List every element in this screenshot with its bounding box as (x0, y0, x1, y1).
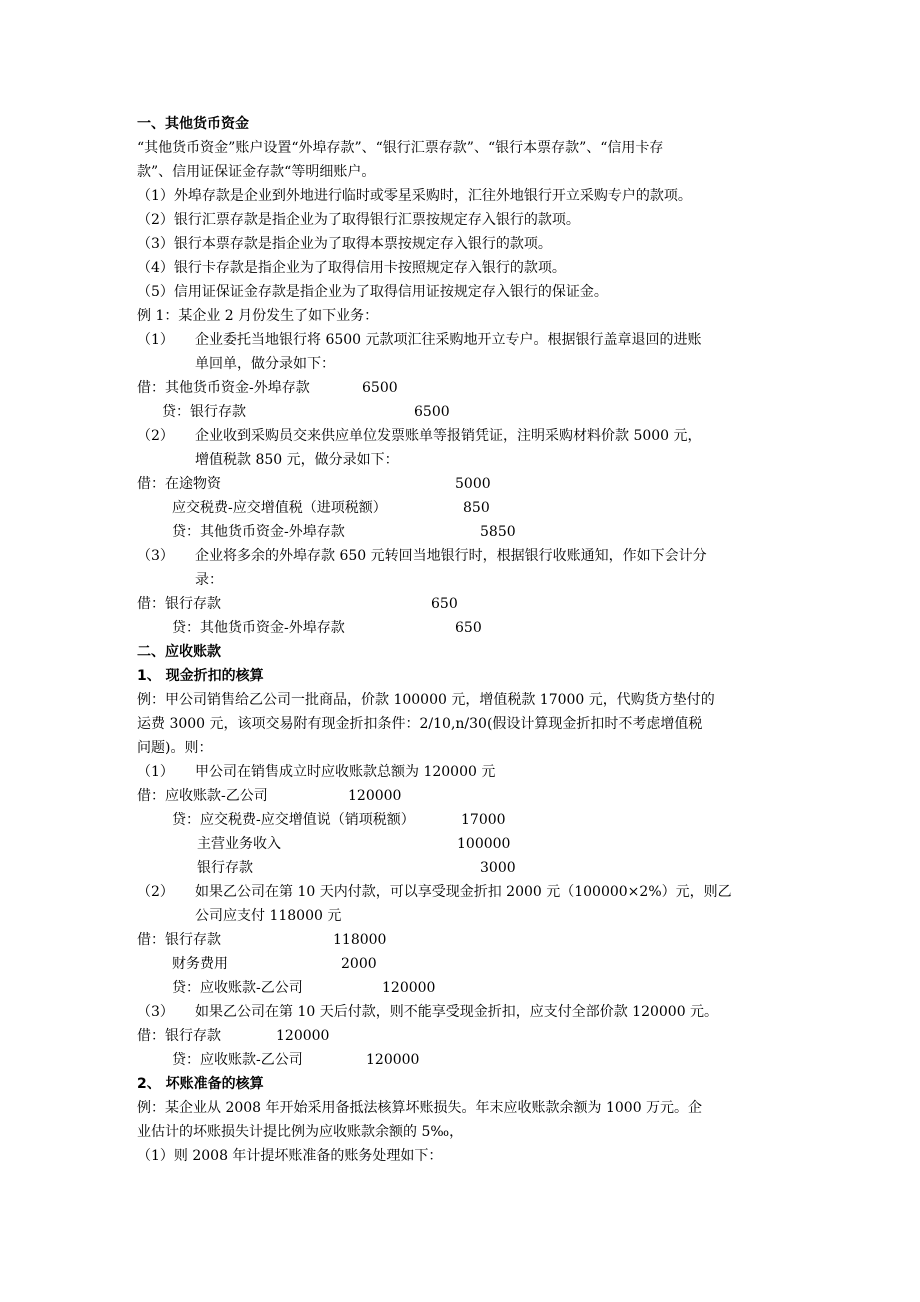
paragraph-line: 款”、信用证保证金存款“等明细账户。 (137, 164, 376, 180)
entry-description: 单回单，做分录如下： (195, 356, 335, 372)
debit-amount: 2000 (341, 956, 377, 972)
entry-description: 录： (195, 572, 223, 588)
debit-amount: 120000 (348, 788, 402, 804)
debit-amount: 120000 (276, 1028, 330, 1044)
list-item: （2）银行汇票存款是指企业为了取得银行汇票按规定存入银行的款项。 (137, 212, 580, 228)
credit-account: 贷：其他货币资金-外埠存款 (172, 620, 345, 636)
paragraph-line: “其他货币资金”账户设置“外埠存款”、“银行汇票存款”、“银行本票存款”、“信用卡存 (137, 140, 664, 156)
entry-description: 企业收到采购员交来供应单位发票账单等报销凭证，注明采购材料价款 5000 元， (195, 428, 702, 444)
debit-amount: 6500 (362, 380, 398, 396)
entry-description: 企业将多余的外埠存款 650 元转回当地银行时，根据银行收账通知，作如下会计分 (195, 548, 707, 564)
entry-number: （3） (137, 548, 174, 564)
section-heading-accounts-receivable: 二、应收账款 (137, 644, 221, 660)
credit-account: 银行存款 (197, 860, 253, 876)
debit-account: 借：在途物资 (137, 476, 221, 492)
paragraph-line: 运费 3000 元，该项交易附有现金折扣条件：2/10,n/30(假设计算现金折扣时不考虑增值税 (137, 716, 703, 732)
credit-account: 贷：应收账款-乙公司 (172, 1052, 303, 1068)
entry-description: 甲公司在销售成立时应收账款总额为 120000 元 (195, 764, 496, 780)
entry-number: （2） (137, 884, 174, 900)
debit-account: 借：银行存款 (137, 932, 221, 948)
debit-account: 应交税费-应交增值税（进项税额） (172, 500, 387, 516)
credit-amount: 3000 (480, 860, 516, 876)
credit-amount: 17000 (461, 812, 506, 828)
example-title: 例 1：某企业 2 月份发生了如下业务： (137, 308, 379, 324)
list-item: （4）银行卡存款是指企业为了取得信用卡按照规定存入银行的款项。 (137, 260, 566, 276)
credit-account: 贷：银行存款 (162, 404, 246, 420)
credit-account: 贷：其他货币资金-外埠存款 (172, 524, 345, 540)
entry-number: （2） (137, 428, 174, 444)
credit-amount: 6500 (414, 404, 450, 420)
entry-description: 如果乙公司在第 10 天后付款，则不能享受现金折扣，应支付全部价款 120000 元。 (195, 1004, 719, 1020)
paragraph-line: 问题)。则： (137, 740, 213, 756)
entry-description: 公司应支付 118000 元 (195, 908, 342, 924)
debit-amount: 118000 (333, 932, 387, 948)
list-item: （1）外埠存款是企业到外地进行临时或零星采购时，汇往外地银行开立采购专户的款项。 (137, 188, 692, 204)
entry-description: 企业委托当地银行将 6500 元款项汇往采购地开立专户。根据银行盖章退回的进账 (195, 332, 702, 348)
credit-amount: 5850 (480, 524, 516, 540)
debit-account: 借：银行存款 (137, 1028, 221, 1044)
subsection-heading-bad-debt: 2、 坏账准备的核算 (137, 1076, 264, 1092)
entry-description: 增值税款 850 元，做分录如下： (195, 452, 399, 468)
entry-number: （1） (137, 764, 174, 780)
credit-account: 贷：应交税费-应交增值说（销项税额） (172, 812, 415, 828)
paragraph-line: 例：甲公司销售给乙公司一批商品，价款 100000 元，增值税款 17000 元，代购货方垫付的 (137, 692, 715, 708)
paragraph-line: 业估计的坏账损失计提比例为应收账款余额的 5‰， (137, 1124, 464, 1140)
list-item: （5）信用证保证金存款是指企业为了取得信用证按规定存入银行的保证金。 (137, 284, 608, 300)
paragraph-line: （1）则 2008 年计提坏账准备的账务处理如下： (137, 1148, 443, 1164)
entry-number: （3） (137, 1004, 174, 1020)
debit-amount: 5000 (455, 476, 491, 492)
debit-account: 借：应收账款-乙公司 (137, 788, 268, 804)
debit-amount: 650 (431, 596, 458, 612)
credit-amount: 100000 (457, 836, 511, 852)
debit-account: 借：其他货币资金-外埠存款 (137, 380, 310, 396)
debit-account: 财务费用 (172, 956, 228, 972)
credit-amount: 650 (455, 620, 482, 636)
debit-amount: 850 (463, 500, 490, 516)
entry-number: （1） (137, 332, 174, 348)
entry-description: 如果乙公司在第 10 天内付款，可以享受现金折扣 2000 元（100000×2%）元，则乙 (195, 884, 732, 900)
credit-account: 贷：应收账款-乙公司 (172, 980, 303, 996)
credit-amount: 120000 (382, 980, 436, 996)
credit-account: 主营业务收入 (197, 836, 281, 852)
debit-account: 借：银行存款 (137, 596, 221, 612)
subsection-heading-cash-discount: 1、 现金折扣的核算 (137, 668, 264, 684)
credit-amount: 120000 (366, 1052, 420, 1068)
section-heading-other-monetary-funds: 一、其他货币资金 (137, 116, 249, 132)
paragraph-line: 例：某企业从 2008 年开始采用备抵法核算坏账损失。年末应收账款余额为 1000 万元。企 (137, 1100, 703, 1116)
list-item: （3）银行本票存款是指企业为了取得本票按规定存入银行的款项。 (137, 236, 552, 252)
